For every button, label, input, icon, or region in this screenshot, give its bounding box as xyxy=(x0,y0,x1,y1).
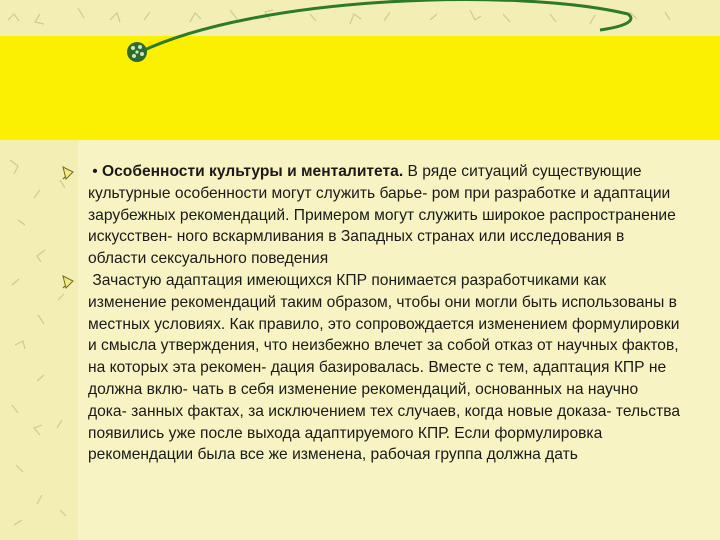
paragraph-1-text xyxy=(88,161,680,270)
paragraph-1-body: В ряде ситуаций существующие культурные особенности могут служить барье- ром при разработке и адаптации зарубежных рекомендаций. Примером могут служить широкое распространение искусствен- ного вскармливания в Западных странах или исследования в области сексуального поведения xyxy=(88,163,676,268)
slide-content xyxy=(60,161,680,466)
inline-dot-icon: • xyxy=(92,163,98,180)
paragraph-2 xyxy=(60,270,680,466)
green-curve xyxy=(140,0,631,52)
paragraph-2-text xyxy=(88,270,680,466)
pencil-bullet-icon xyxy=(60,274,76,290)
paragraph-1-lead: Особенности культуры и менталитета. xyxy=(102,163,404,180)
paragraph-1 xyxy=(60,161,680,270)
paragraph-2-body: Зачастую адаптация имеющихся КПР понимается разработчиками как изменение рекомендаций таким образом, чтобы они могли быть использованы в местных условиях. Как правило, это сопровождается изменением формулировки и смысла утверждения, что неизбежно влечет за собой отказ от научных фактов, на которых эта рекомен- дация базировалась. Вместе с тем, адаптация КПР не должна вклю- чать в себя изменение рекомендаций, основанных на научно дока- занных фактах, за исключением тех случаев, когда новые доказа- тельства появились уже после выхода адаптируемого КПР. Если формулировка рекомендации была все же изменена, рабочая группа должна дать xyxy=(88,271,680,464)
bead-ornament-icon xyxy=(127,42,147,62)
pencil-bullet-icon xyxy=(60,165,76,181)
